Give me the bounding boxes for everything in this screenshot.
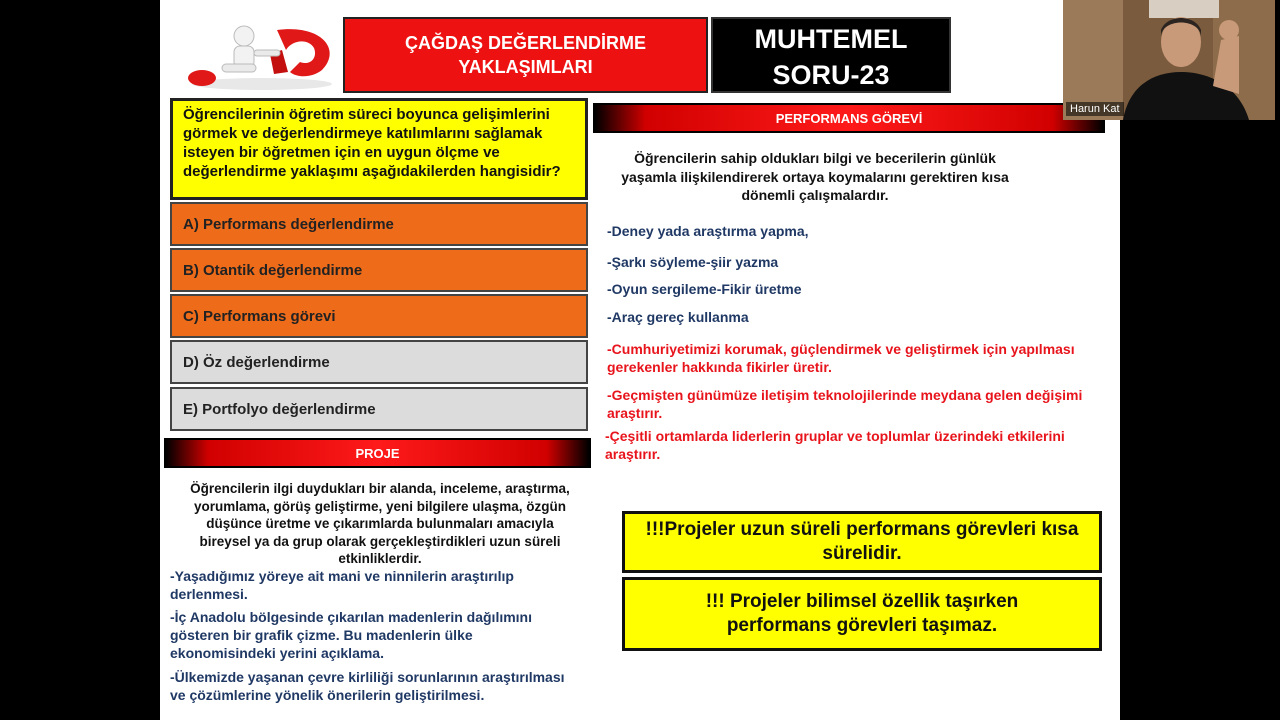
slide [160,0,1120,720]
option-a[interactable]: A) Performans değerlendirme [170,202,588,246]
title-line-1: ÇAĞDAŞ DEĞERLENDİRME [404,33,646,53]
note-duration: !!!Projeler uzun süreli performans görevleri kısa sürelidir. [622,511,1102,573]
participant-name: Harun Kat [1066,102,1124,116]
question-mark-figure-icon [182,20,342,92]
title-line-2: YAKLAŞIMLARI [458,57,593,77]
performans-definition: Öğrencilerin sahip oldukları bilgi ve becerilerin günlük yaşamla ilişkilendirerek ortaya koymalarını gerektiren kısa dönemli çalışmalardır. [621,150,1009,203]
proje-example-3: -Ülkemizde yaşanan çevre kirliliği sorunlarının araştırılması ve çözümlerine yönelik önerilerin geliştirilmesi. [170,669,565,703]
performans-example-1: -Deney yada araştırma yapma, [607,223,809,239]
proje-definition: Öğrencilerin ilgi duydukları bir alanda, inceleme, araştırma, yorumlama, görüş geliştirme, yeni bilgilere ulaşma, özgün düşünce üretme ve çıkarımlarda bulunmaları amacıyla bireysel ya da grup olarak gerçekleştirdikleri uzun süreli etkinliklerdir. [190,481,570,567]
performans-example-4: -Araç gereç kullanma [607,309,749,325]
question-text: Öğrencilerinin öğretim süreci boyunca gelişimlerini görmek ve değerlendirmeye katılımlarını sağlamak isteyen bir öğretmen için en uygun ölçme ve değerlendirme yaklaşımı aşağıdakilerden hangisidir? [170,98,588,200]
performans-example-5: -Cumhuriyetimizi korumak, güçlendirmek ve geliştirmek için yapılması gerekenler hakkında fikirler üretir. [607,341,1075,375]
proje-example-2: -İç Anadolu bölgesinde çıkarılan madenlerin dağılımını gösteren bir grafik çizme. Bu madenlerin ülke ekonomisindeki yerini açıklama. [170,609,532,661]
question-number-box [711,17,951,93]
question-label: MUHTEMEL [754,24,908,54]
note-scientific: !!! Projeler bilimsel özellik taşırken performans görevleri taşımaz. [622,577,1102,651]
proje-example-1: -Yaşadığımız yöreye ait mani ve ninnilerin araştırılıp derlenmesi. [170,568,514,602]
question-number: SORU-23 [772,60,890,90]
performans-example-6: -Geçmişten günümüze iletişim teknolojilerinde meydana gelen değişimi araştırır. [607,387,1083,421]
performans-heading: PERFORMANS GÖREVİ [593,103,1105,133]
option-e[interactable]: E) Portfolyo değerlendirme [170,387,588,431]
performans-example-3: -Oyun sergileme-Fikir üretme [607,281,802,297]
proje-heading: PROJE [164,438,591,468]
option-b[interactable]: B) Otantik değerlendirme [170,248,588,292]
option-d[interactable]: D) Öz değerlendirme [170,340,588,384]
performans-example-2: -Şarkı söyleme-şiir yazma [607,254,779,270]
performans-example-7: -Çeşitli ortamlarda liderlerin gruplar ve toplumlar üzerindeki etkilerini araştırır. [605,428,1065,462]
title-box [343,17,708,93]
option-c[interactable]: C) Performans görevi [170,294,588,338]
webcam-video [1063,0,1275,120]
